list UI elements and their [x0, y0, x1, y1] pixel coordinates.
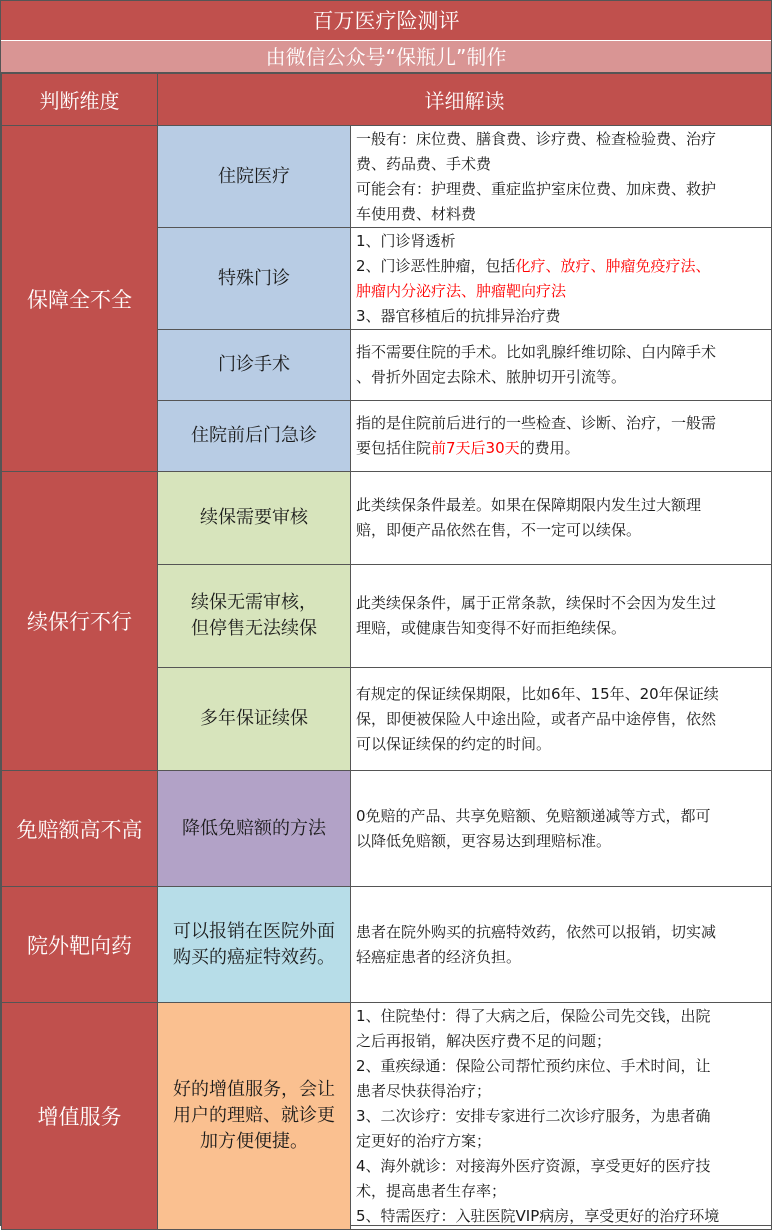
sub-renewal-review: 续保需要审核 [158, 472, 351, 565]
comparison-table [1, 73, 772, 1230]
detail-renewal-review: 此类续保条件最差。如果在保障期限内发生过大额理 赔，即便产品依然在售，不一定可以续保。 [351, 472, 772, 565]
table-row [2, 771, 772, 887]
sub-special-outpatient: 特殊门诊 [158, 228, 351, 330]
detail-renewal-no-review: 此类续保条件，属于正常条款，续保时不会因为发生过 理赔，或健康告知变得不好而拒绝续保。 [351, 565, 772, 668]
header-dimension: 判断维度 [2, 74, 158, 126]
detail-services: 1、住院垫付：得了大病之后，保险公司先交钱，出院 之后再报销，解决医疗费不足的问题； 2、重疾绿通：保险公司帮忙预约床位、手术时间，让 患者尽快获得治疗； 3、二次诊疗：安排专家进行二次诊疗服务，为患者确 定更好的治疗方案； 4、海外就诊：对接海外医疗资源，享受更好的医疗技 术，提高患者生存率； 5、特需医疗：入驻医院VIP病房，享受更好的治疗环境 [351, 1003, 772, 1230]
sheet-title: 百万医疗险测评 [1, 1, 771, 41]
category-drugs: 院外靶向药 [2, 887, 158, 1003]
detail-deductible: 0免赔的产品、共享免赔额、免赔额递减等方式，都可 以降低免赔额，更容易达到理赔标准。 [351, 771, 772, 887]
category-coverage: 保障全不全 [2, 126, 158, 472]
detail-special-outpatient: 1、门诊肾透析 2、门诊恶性肿瘤，包括化疗、放疗、肿瘤免疫疗法、 肿瘤内分泌疗法、肿瘤靶向疗法 3、器官移植后的抗排异治疗费 [351, 228, 772, 330]
header-detail: 详细解读 [158, 74, 772, 126]
sub-pre-post-hospital: 住院前后门急诊 [158, 401, 351, 472]
table-row [2, 887, 772, 1003]
category-services: 增值服务 [2, 1003, 158, 1230]
sub-outpatient-surgery: 门诊手术 [158, 330, 351, 401]
detail-guaranteed-renewal: 有规定的保证续保期限，比如6年、15年、20年保证续 保，即便被保险人中途出险，或者产品中途停售，依然 可以保证续保的约定的时间。 [351, 668, 772, 771]
sub-deductible: 降低免赔额的方法 [158, 771, 351, 887]
table-row [2, 126, 772, 228]
table-row [2, 1003, 772, 1230]
highlight-therapies-cont: 肿瘤内分泌疗法、肿瘤靶向疗法 [356, 281, 567, 300]
highlight-period: 前7天后30天 [431, 439, 520, 457]
detail-drugs: 患者在院外购买的抗癌特效药，依然可以报销，切实减 轻癌症患者的经济负担。 [351, 887, 772, 1003]
table-row [2, 472, 772, 565]
detail-pre-post-hospital: 指的是住院前后进行的一些检查、诊断、治疗，一般需 要包括住院前7天后30天的费用。 [351, 401, 772, 472]
category-deductible: 免赔额高不高 [2, 771, 158, 887]
sheet-subtitle: 由微信公众号“保瓶儿”制作 [1, 41, 771, 73]
highlight-therapies: 化疗、放疗、肿瘤免疫疗法、 [515, 256, 711, 275]
sub-guaranteed-renewal: 多年保证续保 [158, 668, 351, 771]
sub-inpatient: 住院医疗 [158, 126, 351, 228]
detail-inpatient: 一般有：床位费、膳食费、诊疗费、检查检验费、治疗 费、药品费、手术费 可能会有：护理费、重症监护室床位费、加床费、救护 车使用费、材料费 [351, 126, 772, 228]
sub-renewal-no-review: 续保无需审核， 但停售无法续保 [158, 565, 351, 668]
header-row [2, 74, 772, 126]
detail-outpatient-surgery: 指不需要住院的手术。比如乳腺纤维切除、白内障手术 、骨折外固定去除术、脓肿切开引流等。 [351, 330, 772, 401]
sub-drugs: 可以报销在医院外面 购买的癌症特效药。 [158, 887, 351, 1003]
category-renewal: 续保行不行 [2, 472, 158, 771]
sub-services: 好的增值服务，会让 用户的理赔、就诊更 加方便便捷。 [158, 1003, 351, 1230]
